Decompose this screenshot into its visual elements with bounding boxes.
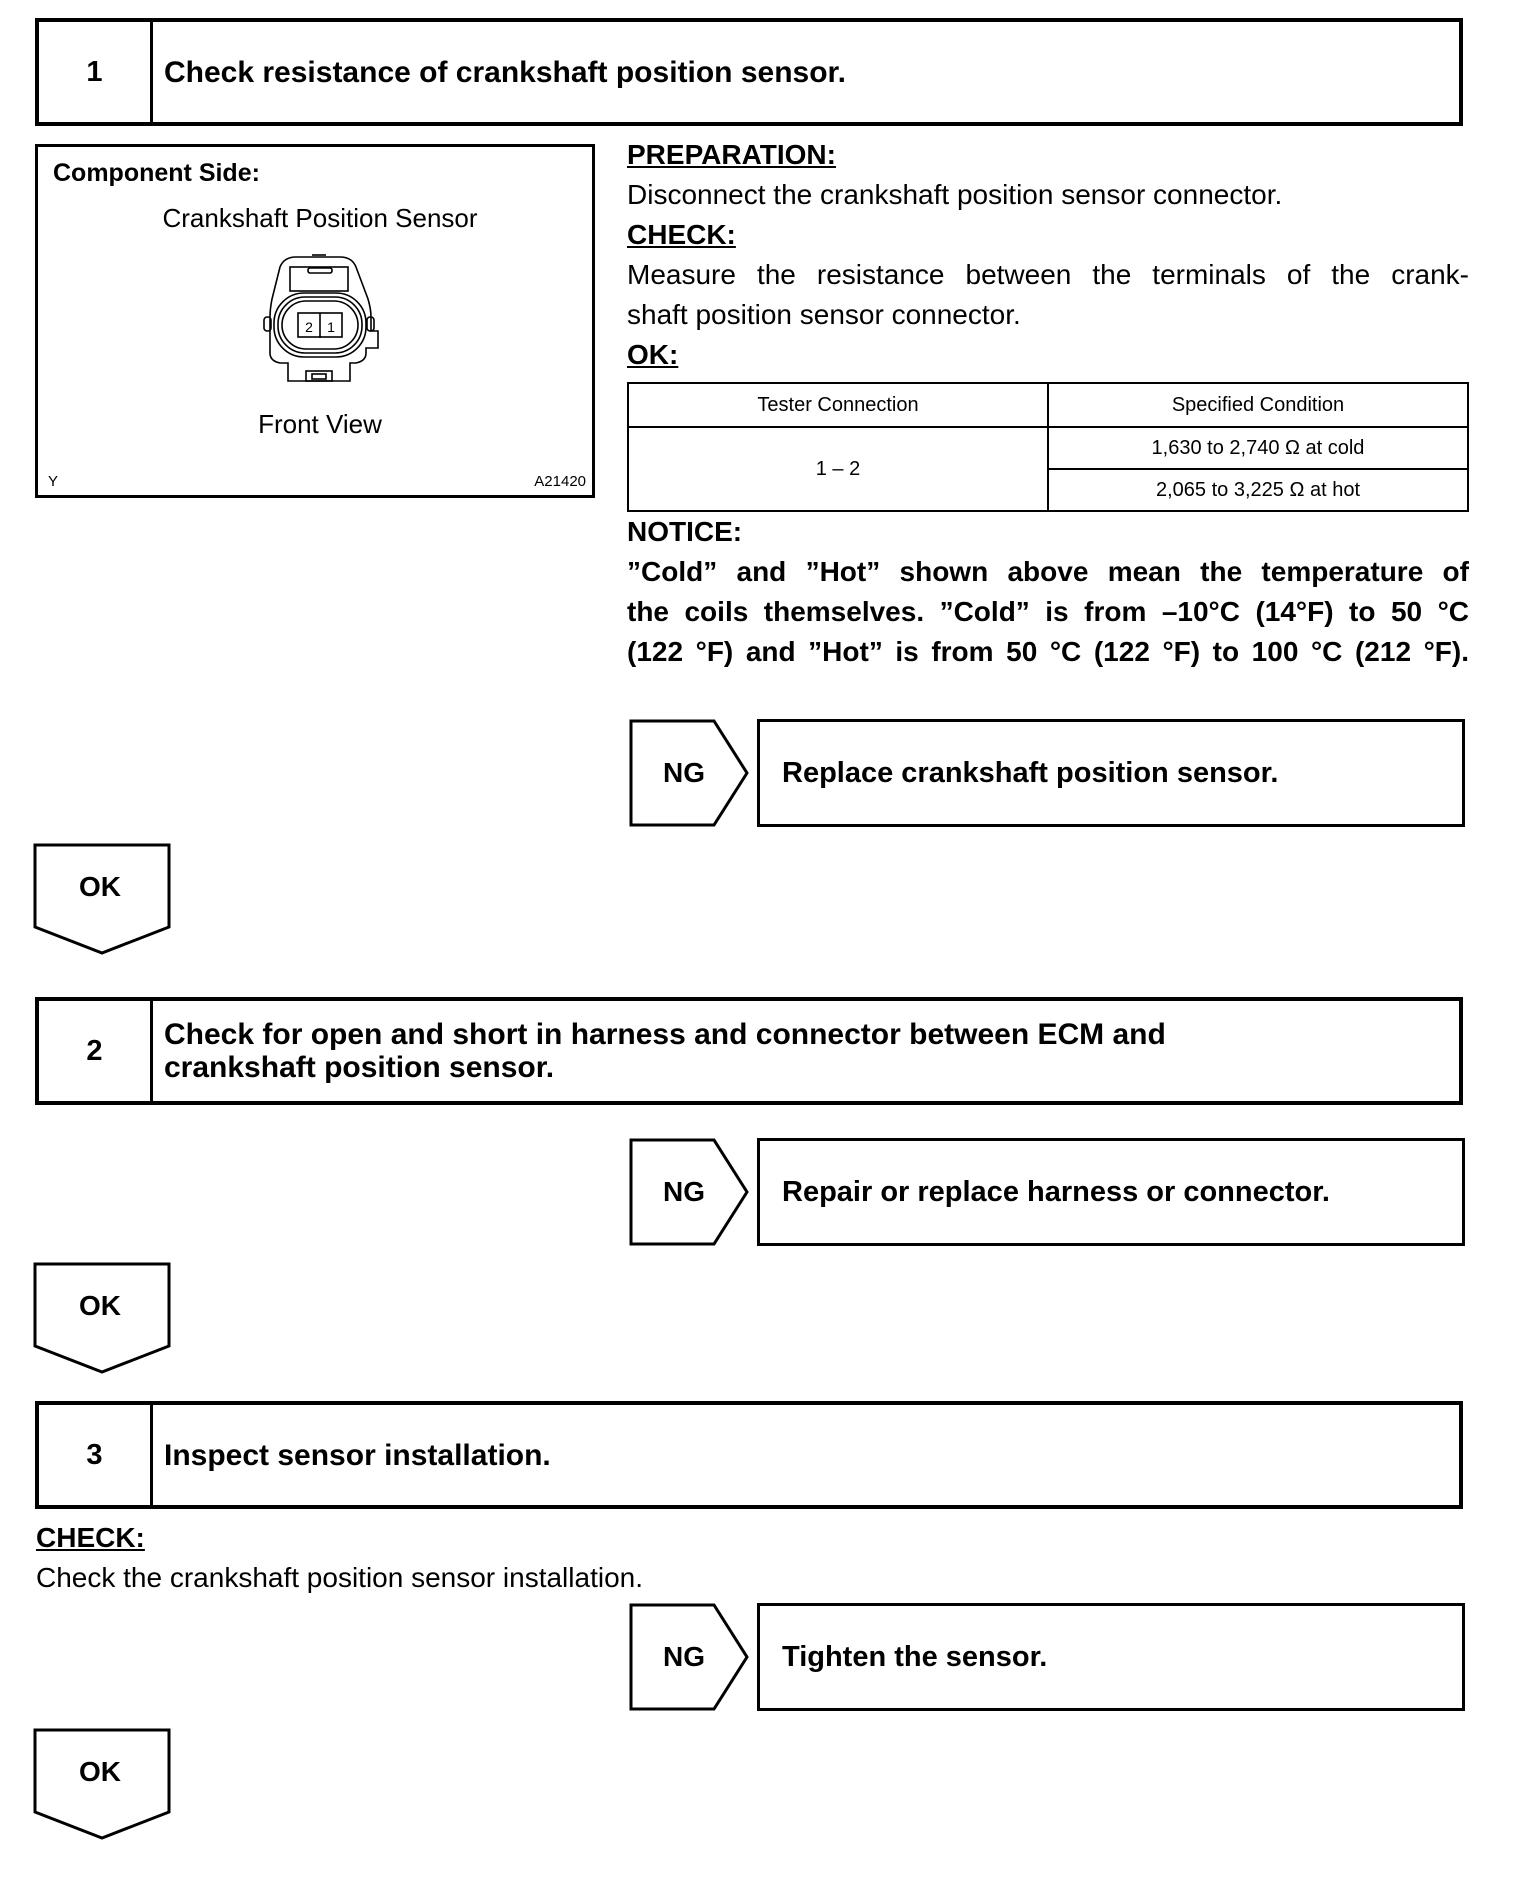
table-row <box>628 427 1468 469</box>
svg-text:1: 1 <box>327 319 335 335</box>
ng-label: NG <box>663 1176 705 1207</box>
table-cell-connection: 1 – 2 <box>628 427 1048 511</box>
table-cell-condition-hot: 2,065 to 3,225 Ω at hot <box>1048 469 1468 511</box>
ok-label: OK <box>79 1290 121 1321</box>
notice-label: NOTICE: <box>627 516 743 547</box>
figure-heading: Component Side: <box>53 159 260 187</box>
ng-action-box: Tighten the sensor. <box>757 1603 1465 1711</box>
ng-action-box: Replace crankshaft position sensor. <box>757 719 1465 827</box>
ok-label: OK <box>79 1756 121 1787</box>
table-header: Specified Condition <box>1048 383 1468 427</box>
notice-line: ”Cold” and ”Hot” shown above mean the temperature of <box>627 556 1469 587</box>
preparation-label: PREPARATION: <box>627 139 836 170</box>
figure-corner-left: Y <box>48 473 59 490</box>
table-header: Tester Connection <box>628 383 1048 427</box>
figure-caption-bottom: Front View <box>258 409 382 439</box>
check-text-line2: shaft position sensor connector. <box>627 299 1021 330</box>
step-number: 3 <box>39 1405 153 1505</box>
notice-line: (122 °F) and ”Hot” is from 50 °C (122 °F) to 100 °C (212 °F). <box>627 636 1469 667</box>
figure-caption-top: Crankshaft Position Sensor <box>162 203 478 233</box>
step-number: 2 <box>39 1001 153 1101</box>
step-title-line: Check for open and short in harness and connector between ECM and <box>164 1018 1166 1051</box>
step-1-header <box>35 18 1463 126</box>
step-2-header <box>35 997 1463 1105</box>
step-3-header <box>35 1401 1463 1509</box>
connector-front-view-icon <box>250 253 385 388</box>
ng-label: NG <box>663 757 705 788</box>
preparation-text: Disconnect the crankshaft position sensor connector. <box>627 179 1283 210</box>
notice-line: the coils themselves. ”Cold” is from –10°C (14°F) to 50 °C <box>627 596 1469 627</box>
step-number: 1 <box>39 22 153 122</box>
check-text-line1: Measure the resistance between the terminals of the crank- <box>627 259 1469 290</box>
table-header-row <box>628 383 1468 427</box>
ok-spec-label: OK: <box>627 339 679 370</box>
figure-id: A21420 <box>534 473 586 490</box>
step-title <box>164 1001 1449 1101</box>
check-label: CHECK: <box>36 1522 145 1553</box>
svg-text:2: 2 <box>305 319 313 335</box>
step-title-line: crankshaft position sensor. <box>164 1051 555 1084</box>
resistance-spec-table <box>627 382 1469 512</box>
check-label: CHECK: <box>627 219 736 250</box>
table-cell-condition-cold: 1,630 to 2,740 Ω at cold <box>1048 427 1468 469</box>
ng-action-box: Repair or replace harness or connector. <box>757 1138 1465 1246</box>
step-title: Inspect sensor installation. <box>164 1438 551 1472</box>
check-text: Check the crankshaft position sensor installation. <box>36 1562 643 1593</box>
step-title: Check resistance of crankshaft position sensor. <box>164 55 846 89</box>
ok-label: OK <box>79 871 121 902</box>
ng-label: NG <box>663 1641 705 1672</box>
component-figure <box>35 144 595 498</box>
